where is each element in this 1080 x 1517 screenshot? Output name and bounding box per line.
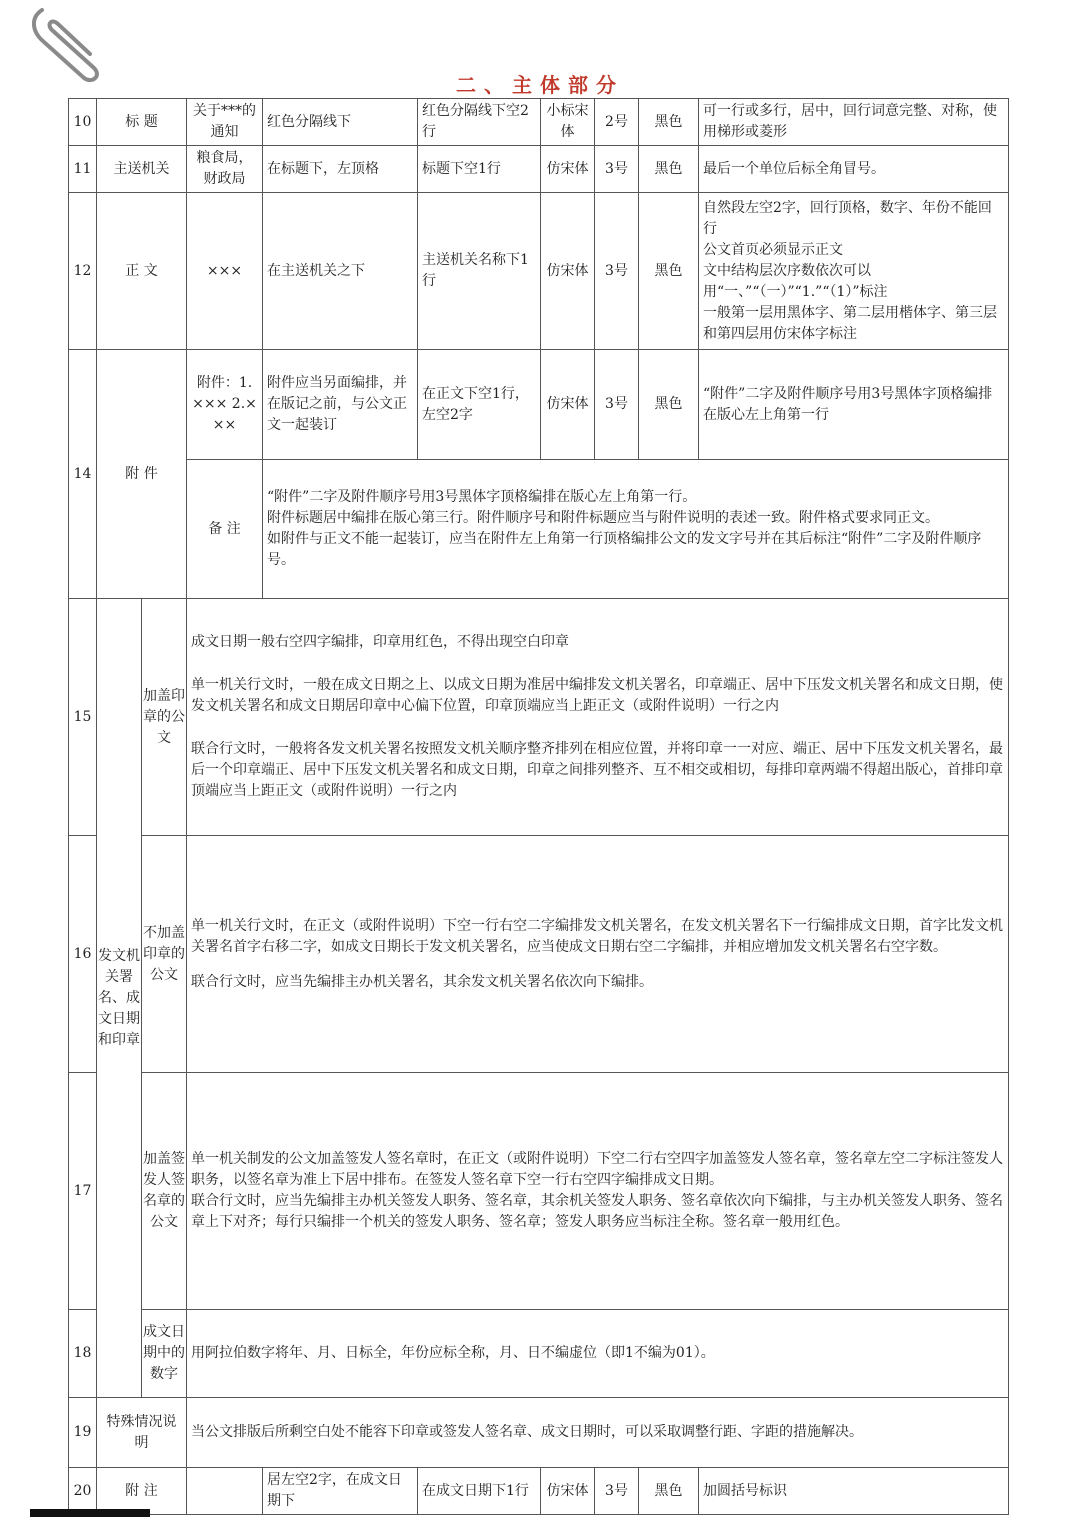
table-row [69, 1468, 1009, 1515]
color-cell: 黑色 [639, 99, 699, 146]
table-row [69, 193, 1009, 350]
content-paragraph: 联合行文时，应当先编排主办机关署名，其余发文机关署名依次向下编排。 [191, 973, 654, 990]
table-row [69, 146, 1009, 193]
remark-cell [263, 460, 1009, 599]
row-number: 17 [69, 1073, 97, 1310]
font-cell: 仿宋体 [541, 1468, 595, 1515]
notes-cell: 加圆括号标识 [699, 1468, 1009, 1515]
row-number: 16 [69, 836, 97, 1073]
font-cell: 仿宋体 [541, 193, 595, 350]
row-number: 12 [69, 193, 97, 350]
spacing-cell: 主送机关名称下1行 [418, 193, 541, 350]
notes-cell: 可一行或多行，居中，回行词意完整、对称，使用梯形或菱形 [699, 99, 1009, 146]
size-cell: 2号 [595, 99, 639, 146]
sample-cell: 附件：1.××× 2.××× [187, 350, 263, 460]
item-name: 附 注 [97, 1468, 187, 1515]
position-cell: 居左空2字，在成文日期下 [263, 1468, 418, 1515]
row-number: 14 [69, 350, 97, 599]
format-table [68, 98, 1009, 1515]
table-row [69, 1073, 1009, 1310]
row-number: 18 [69, 1310, 97, 1398]
remark-line: 附件标题居中编排在版心第三行。附件顺序号和附件标题应当与附件说明的表述一致。附件格式要求同正文。 [267, 510, 940, 526]
item-name: 正 文 [97, 193, 187, 350]
font-cell: 小标宋体 [541, 99, 595, 146]
remark-line: 如附件与正文不能一起装订，应当在附件左上角第一行顶格编排公文的发文字号并在其后标注“附件”二字及附件顺序号。 [267, 531, 982, 568]
table-row [69, 599, 1009, 836]
table-row [69, 1310, 1009, 1398]
item-name: 附 件 [97, 350, 187, 599]
size-cell: 3号 [595, 1468, 639, 1515]
sample-cell: ××× [187, 193, 263, 350]
notes-line: 公文首页必须显示正文 [703, 241, 844, 258]
section-title: 二、主体部分 [456, 73, 624, 97]
group-label: 发文机关署名、成文日期和印章 [97, 599, 142, 1398]
content-paragraph: 单一机关行文时，在正文（或附件说明）下空一行右空二字编排发文机关署名，在发文机关署名下一行编排成文日期，首字比发文机关署名首字右移二字，如成文日期长于发文机关署名，应当使成文日期右空二字编排，并相应增加发文机关署名右空字数。 [191, 917, 1004, 955]
content-cell [187, 1073, 1009, 1310]
notes-cell [699, 193, 1009, 350]
content-paragraph: 单一机关制发的公文加盖签发人签名章时，在正文（或附件说明）下空二行右空四字加盖签发人签名章，签名章左空二字标注签发人职务，以签名章为准上下居中排布。在签发人签名章下空一行右空四字编排成文日期。 [191, 1151, 1004, 1188]
color-cell: 黑色 [639, 193, 699, 350]
row-number: 19 [69, 1398, 97, 1468]
row-number: 11 [69, 146, 97, 193]
table-row [69, 350, 1009, 460]
position-cell: 在标题下，左顶格 [263, 146, 418, 193]
row-number: 10 [69, 99, 97, 146]
spacing-cell: 红色分隔线下空2行 [418, 99, 541, 146]
position-cell: 在主送机关之下 [263, 193, 418, 350]
content-paragraph: 联合行文时，一般将各发文机关署名按照发文机关顺序整齐排列在相应位置，并将印章一一对应、端正、居中下压发文机关署名，最后一个印章端正、居中下压发文机关署名和成文日期，印章之间排列整齐、互不相交或相切，每排印章两端不得超出版心，首排印章顶端应当上距正文（或附件说明）一行之内 [191, 741, 1004, 799]
item-name: 主送机关 [97, 146, 187, 193]
item-name: 特殊情况说明 [97, 1398, 187, 1468]
table-row [69, 460, 1009, 599]
font-cell: 仿宋体 [541, 146, 595, 193]
color-cell: 黑色 [639, 146, 699, 193]
notes-cell: 最后一个单位后标全角冒号。 [699, 146, 1009, 193]
color-cell: 黑色 [639, 1468, 699, 1515]
sub-item-name: 成文日期中的数字 [142, 1310, 187, 1398]
table-row [69, 99, 1009, 146]
sub-item-name: 不加盖印章的公文 [142, 836, 187, 1073]
row-number: 20 [69, 1468, 97, 1515]
notes-line: 一般第一层用黑体字、第二层用楷体字、第三层和第四层用仿宋体字标注 [703, 304, 998, 342]
content-paragraph: 单一机关行文时，一般在成文日期之上、以成文日期为准居中编排发文机关署名，印章端正、居中下压发文机关署名和成文日期，使发文机关署名和成文日期居印章中心偏下位置，印章顶端应当上距正文（或附件说明）一行之内 [191, 677, 1004, 714]
content-cell: 用阿拉伯数字将年、月、日标全，年份应标全称，月、日不编虚位（即1不编为01）。 [187, 1310, 1009, 1398]
content-cell [187, 836, 1009, 1073]
row-number: 15 [69, 599, 97, 836]
spacing-cell: 在成文日期下1行 [418, 1468, 541, 1515]
color-cell: 黑色 [639, 350, 699, 460]
sample-cell: 关于***的通知 [187, 99, 263, 146]
sample-cell: 粮食局，财政局 [187, 146, 263, 193]
table-row [69, 1398, 1009, 1468]
position-cell: 附件应当另面编排，并在版记之前，与公文正文一起装订 [263, 350, 418, 460]
notes-cell: “附件”二字及附件顺序号用3号黑体字顶格编排在版心左上角第一行 [699, 350, 1009, 460]
spacing-cell: 在正文下空1行，左空2字 [418, 350, 541, 460]
table-row [69, 836, 1009, 1073]
sample-cell [187, 1468, 263, 1515]
spacing-cell: 标题下空1行 [418, 146, 541, 193]
page-edge-mark [30, 1509, 150, 1517]
remark-label: 备 注 [187, 460, 263, 599]
notes-line: 文中结构层次序数依次可以用“一、”“（一）”“1.”“（1）”标注 [703, 262, 888, 300]
content-paragraph: 联合行文时，应当先编排主办机关签发人职务、签名章，其余机关签发人职务、签名章依次向下编排，与主办机关签发人职务、签名章上下对齐；每行只编排一个机关的签发人职务、签名章；签发人职务应当标注全称。签名章一般用红色。 [191, 1193, 1004, 1230]
item-name: 标 题 [97, 99, 187, 146]
content-cell: 当公文排版后所剩空白处不能容下印章或签发人签名章、成文日期时，可以采取调整行距、字距的措施解决。 [187, 1398, 1009, 1468]
sub-item-name: 加盖印章的公文 [142, 599, 187, 836]
remark-line: “附件”二字及附件顺序号用3号黑体字顶格编排在版心左上角第一行。 [267, 489, 697, 505]
font-cell: 仿宋体 [541, 350, 595, 460]
position-cell: 红色分隔线下 [263, 99, 418, 146]
size-cell: 3号 [595, 146, 639, 193]
content-paragraph: 成文日期一般右空四字编排，印章用红色，不得出现空白印章 [191, 634, 570, 650]
content-cell [187, 599, 1009, 836]
size-cell: 3号 [595, 193, 639, 350]
sub-item-name: 加盖签发人签名章的公文 [142, 1073, 187, 1310]
notes-line: 自然段左空2字，回行顶格，数字、年份不能回行 [703, 199, 992, 237]
size-cell: 3号 [595, 350, 639, 460]
